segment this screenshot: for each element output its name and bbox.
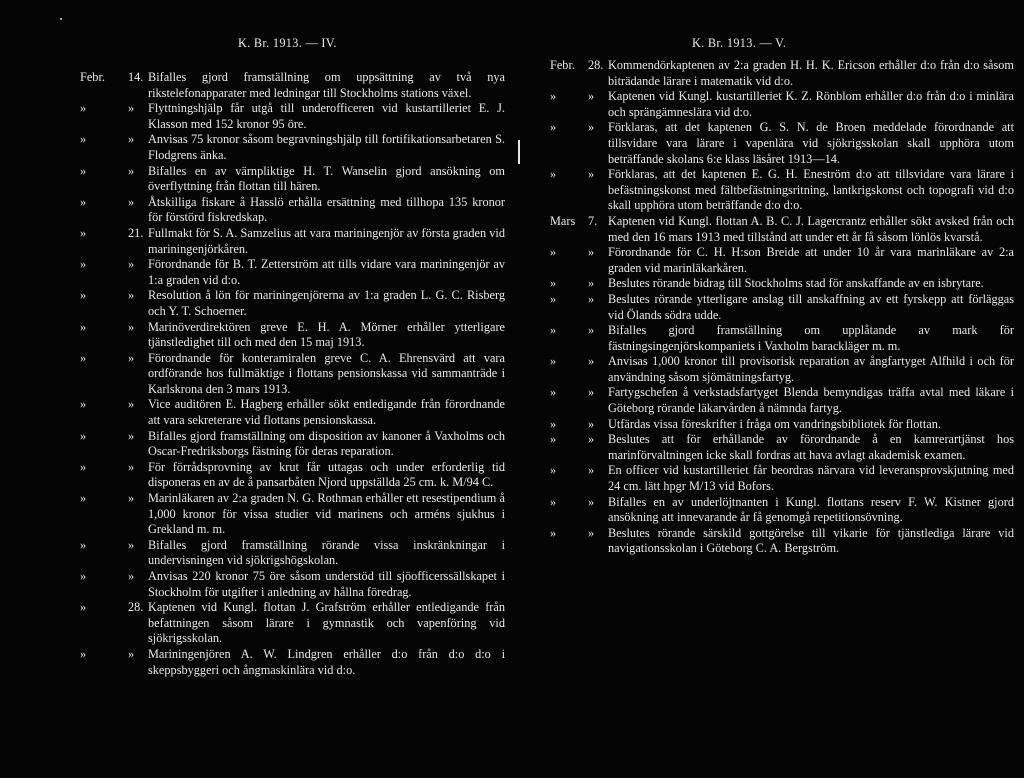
entry-text: Marinläkaren av 2:a graden N. G. Rothman erhåller ett resestipendium å 1,000 kronor för vissa studier vid marinens och arméns sjukhus i Grekland m. m. [148,491,505,537]
entry-text: Förordnande för B. T. Zetterström att tills vidare vara mariningenjör av 1:a graden vid d:o. [148,257,505,287]
entry-month: » [550,120,557,135]
entry-day: » [588,432,595,447]
entry-date [80,351,148,398]
entry-month: » [80,257,87,272]
entry-month: » [550,385,557,400]
entry-date [550,58,608,89]
entry [80,538,505,569]
entry-day: » [128,569,135,583]
entry-text: Marinöverdirektören greve E. H. A. Mörner erhåller ytterligare tjänstledighet till och med den 15 maj 1913. [148,319,505,350]
entry-month: » [550,167,557,182]
entry-date [80,132,148,163]
entry-date [550,89,608,120]
entry-text: Fullmakt för S. A. Samzelius att vara mariningenjör av första graden vid mariningenjörkåren. [148,225,505,256]
entry [80,132,505,163]
entry-day: » [588,167,595,182]
entry-month: » [80,101,87,116]
entry [550,89,1014,120]
entry [80,429,505,460]
entry-text: Förklaras, att det kaptenen E. G. H. Eneström d:o att tillsvidare vara lärare i befästningskonst med fältbefästningsritning, lantkrigskonst och topografi vid d:o skall upphöra utom beträffande d:o d:o. [608,167,1014,213]
entry-date [550,167,608,214]
entry [80,600,505,647]
entry-month: Mars [550,213,576,228]
entry-day: » [128,101,135,116]
entry-date [80,101,148,132]
entry-month: » [80,132,87,147]
entry-day: » [128,397,135,412]
entry-day: 7. [588,213,598,228]
entry-text: Resolution å lön för mariningenjörerna av 1:a graden L. G. C. Risberg och Y. T. Schoerner. [148,288,505,318]
entry-text: Förordnande för C. H. H:son Breide att under 10 år vara marinläkare av 2:a graden vid marinläkarkåren. [608,245,1014,275]
entry-month: » [550,494,557,509]
entry-date [80,600,148,647]
entry-text: Kaptenen vid Kungl. flottan A. B. C. J. Lagercrantz erhåller sökt avsked från och med den 16 mars 1913 med tillstånd att under ett år få såsom lönlös kvarstå. [608,213,1014,244]
entry-day: » [128,646,135,661]
entry [550,120,1014,167]
entry-text: Anvisas 1,000 kronor till provisorisk reparation av ångfartyget Alfhild i och för användning såsom sjömätningsfartyg. [608,354,1014,384]
entry [80,351,505,398]
entry-date [80,320,148,351]
entry-date [550,417,608,433]
entry-date [550,120,608,167]
entry [550,463,1014,494]
entry-month: » [550,89,557,104]
entry-day: » [128,537,135,552]
page-header: K. Br. 1913. — V. [692,36,787,50]
entry-text: Förordnande för konteramiralen greve C. A. Ehrensvärd att vara ordförande hos fullmäktige i flottans pensionskassa vid sammanträde i Karlskrona den 3 mars 1913. [148,350,505,396]
entry-text: Bifalles gjord framställning om disposition av kanoner å Vaxholms och Oscar-Fredriksborgs fästning för deras reparation. [148,428,505,459]
entry-day: » [128,194,135,209]
entry [80,397,505,428]
entry-month: » [80,600,87,615]
entry-month: » [80,459,87,474]
entry-date [550,354,608,385]
entry-text: Kaptenen vid Kungl. kustartilleriet K. Z. Rönblom erhåller d:o från d:o i minlära och sprängämneslära vid d:o. [608,89,1014,119]
entry [80,257,505,288]
entry-date [550,245,608,276]
entry-month: » [80,491,87,506]
entry-day: » [588,494,595,509]
entry-text: Utfärdas vissa föreskrifter i fråga om vandringsbibliotek för flottan. [608,416,941,431]
entry-month: » [80,288,87,303]
entry-day: » [588,416,595,431]
entry-date [550,495,608,526]
entry-date [80,70,148,101]
entry-date [80,397,148,428]
entry-date [550,463,608,494]
entry-day: » [588,354,595,369]
entry-day: 21. [128,225,144,240]
entry [550,495,1014,526]
entry-text: Anvisas 75 kronor såsom begravningshjälp till fortifikationsarbetaren S. Flodgrens änka. [148,132,505,162]
entry-month: » [80,163,87,178]
entry-day: » [588,323,595,338]
entry [80,320,505,351]
entry-date [80,569,148,600]
entry [550,292,1014,323]
entry-month: » [80,646,87,661]
entry-date [550,292,608,323]
entry-day: » [128,288,135,303]
entry-month: Febr. [550,58,575,72]
entry-date [80,288,148,319]
entry [550,58,1014,89]
entry-text: Bifalles gjord framställning om uppsättning av två nya rikstelefonapparater med ledningar till Stockholms stations växel. [148,70,505,100]
entry-date [80,647,148,678]
entry-text: Mariningenjören A. W. Lindgren erhåller d:o från d:o d:o i skeppsbyggeri och ångmaskinlära vid d:o. [148,646,505,677]
entry [80,460,505,491]
entry-day: » [588,89,595,104]
entry-text: Förklaras, att det kaptenen G. S. N. de Broen meddelade förordnande att tillsvidare vara lärare i vapenlära vid sjökrigsskolan skall upphöra utom beträffande skolans 6:e klass läsåret 1913—14. [608,120,1014,166]
entry-text: Beslutes rörande särskild gottgörelse till vikarie för tjänstlediga lärare vid navigationsskolan i Göteborg C. A. Bergström. [608,525,1014,556]
entry-date [80,257,148,288]
entry-text: Bifalles gjord framställning rörande vissa inskränkningar i undervisningen vid sjökrigshögskolan. [148,537,505,568]
entry-day: » [588,525,595,540]
entry-date [80,538,148,569]
entry-month: » [550,463,557,478]
entry-day: » [128,163,135,178]
entry-text: Kommendörkaptenen av 2:a graden H. H. K. Ericson erhåller d:o från d:o såsom biträdande lärare i matematik vid d:o. [608,58,1014,88]
entry-date [80,226,148,257]
entry-month: Febr. [80,70,105,84]
entry-month: » [550,525,557,540]
entry-day: » [588,463,595,478]
entry-month: » [550,432,557,447]
entry-day: » [588,245,595,260]
entry-list [550,58,1014,557]
entry-text: Fartygschefen å verkstadsfartyget Blenda bemyndigas träffa avtal med läkare i Göteborg rörande läkarvården å nämnda fartyg. [608,385,1014,416]
entry-day: » [588,120,595,135]
entry-day: » [128,491,135,506]
entry-month: » [550,354,557,369]
entry-date [550,432,608,463]
entry [80,101,505,132]
entry [80,226,505,257]
entry-date [80,460,148,491]
entry-date [80,429,148,460]
entry-month: » [80,319,87,334]
entry-month: » [550,276,557,291]
entry-date [550,385,608,416]
entry-text: Vice auditören E. Hagberg erhåller sökt entledigande från förordnande att vara sekreterare vid flottans pensionskassa. [148,397,505,428]
entry-month: » [550,416,557,431]
entry [550,432,1014,463]
entry [550,354,1014,385]
entry-month: » [550,323,557,338]
entry [550,214,1014,245]
entry-month: » [80,569,87,583]
entry-text: Beslutes rörande bidrag till Stockholms stad för anskaffande av en isbrytare. [608,276,984,291]
entry-month: » [80,397,87,412]
entry-text: Beslutes rörande ytterligare anslag till anskaffning av ett fyrskepp att förläggas vid Ölands södra udde. [608,291,1014,322]
entry-date [80,195,148,226]
entry-day: » [128,132,135,147]
entry-day: » [588,385,595,400]
entry-month: » [550,291,557,306]
entry-month: » [80,194,87,209]
entry-text: En officer vid kustartilleriet får beordras närvara vid leveransprovskjutning med 24 cm. lätt hpgr M/13 vid Bofors. [608,463,1014,494]
entry-day: » [128,459,135,474]
entry [80,288,505,319]
right-page [512,0,1024,778]
entry-day: 14. [128,70,144,84]
entry-day: » [128,350,135,365]
entry-day: » [588,276,595,291]
entry-date [550,323,608,354]
entry-date [550,276,608,292]
entry-text: För förrådsprovning av krut får uttagas och under erforderlig tid disponeras en av de å pansarbåten Njord uppställda 25 cm. k. M/94 C. [148,459,505,490]
entry-day: » [128,319,135,334]
entry-text: Kaptenen vid Kungl. flottan J. Grafström erhåller entledigande från befattningen såsom lärare i gymnastik och vapenföring vid sjökrigsskolan. [148,600,505,646]
entry-day: » [588,291,595,306]
entry-date [550,526,608,557]
entry [80,195,505,226]
entry-text: Bifalles gjord framställning om upplåtande av mark för fästningsingenjörskompaniets i Vaxholm barackläger m. m. [608,323,1014,353]
entry-list [80,70,505,678]
entry [550,526,1014,557]
entry-text: Bifalles en av underlöjtnanten i Kungl. flottans reserv F. W. Kistner gjord ansökning att innevarande år få genomgå repetitionsövning. [608,494,1014,525]
entry-text: Flyttningshjälp får utgå till underofficeren vid kustartilleriet E. J. Klasson med 152 kronor 95 öre. [148,101,505,131]
entry-text: Åtskilliga fiskare å Hasslö erhålla ersättning med tillhopa 135 kronor för förstörd fiskredskap. [148,194,505,225]
page-header: K. Br. 1913. — IV. [238,36,337,50]
entry-text: Bifalles en av värnpliktige H. T. Wanselin gjord ansökning om överflyttning från flottan till hären. [148,163,505,194]
entry-day: » [128,257,135,272]
entry [550,167,1014,214]
entry-day: 28. [128,600,144,615]
entry-month: » [80,225,87,240]
entry [550,417,1014,433]
entry-text: Anvisas 220 kronor 75 öre såsom understöd till sjöofficerssällskapet i Stockholm för utgifter i anledning av hållna föredrag. [148,569,505,599]
entry-text: Beslutes att för erhållande av förordnande å en kamrerartjänst hos marinförvaltningen icke skall fordras att hava avlagt akademisk examen. [608,432,1014,462]
entry-month: » [80,428,87,443]
entry-month: » [80,350,87,365]
entry [80,491,505,538]
entry [550,276,1014,292]
entry [550,323,1014,354]
entry [550,385,1014,416]
entry [80,70,505,101]
entry [80,569,505,600]
entry [80,164,505,195]
entry-date [80,164,148,195]
entry [550,245,1014,276]
entry [80,647,505,678]
entry-month: » [550,245,557,260]
entry-day: 28. [588,58,604,72]
entry-date [550,214,608,245]
entry-day: » [128,428,135,443]
entry-date [80,491,148,538]
entry-month: » [80,537,87,552]
